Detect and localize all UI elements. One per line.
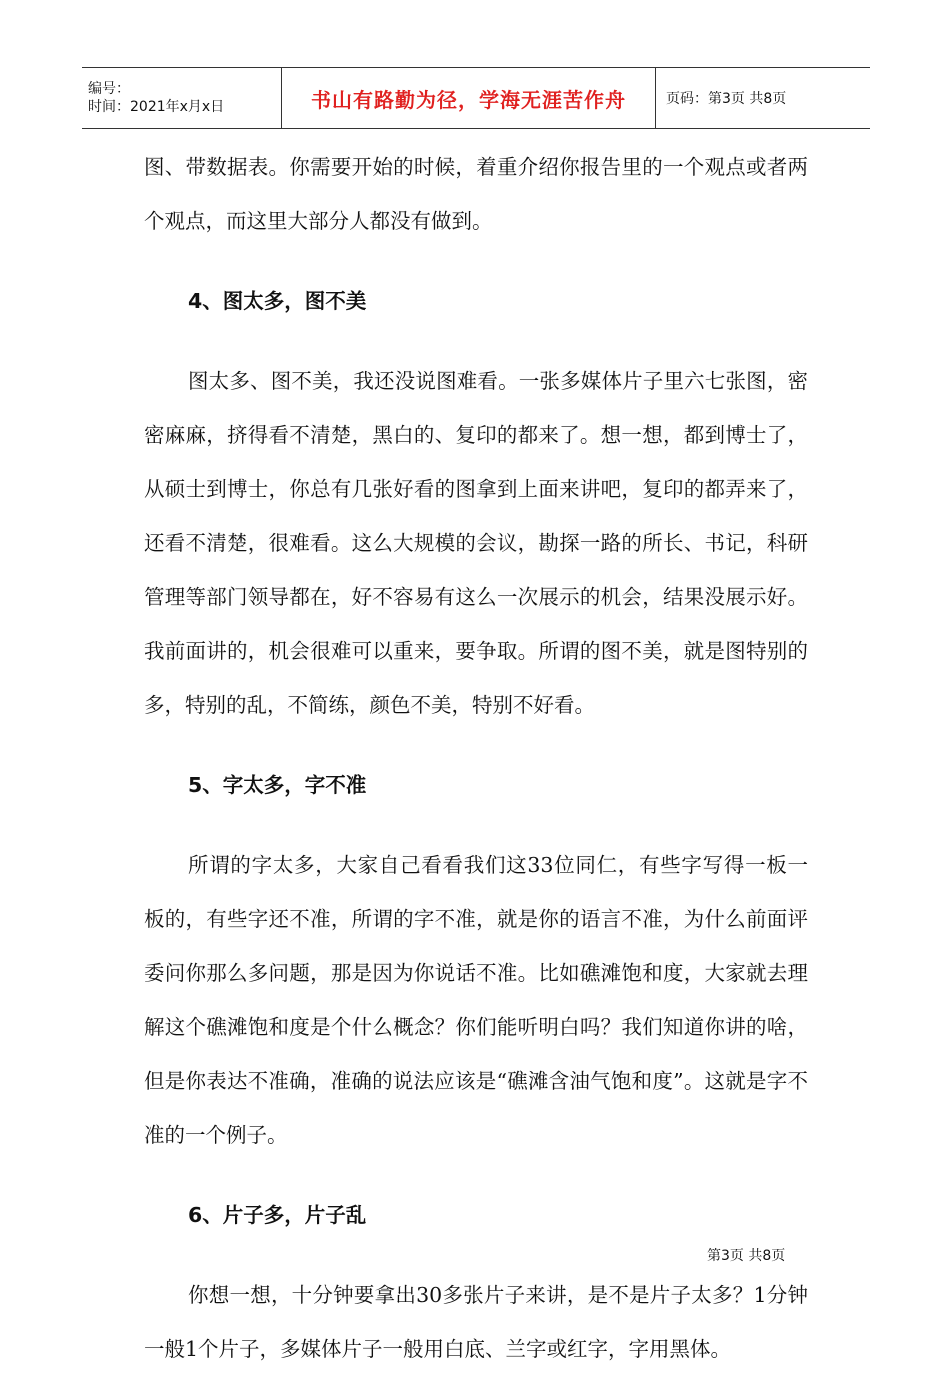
page-header xyxy=(82,67,870,129)
header-motto-cell xyxy=(282,68,656,128)
header-page-cell xyxy=(656,68,870,128)
section-heading-6: 6、片子多，片子乱 xyxy=(188,1203,367,1227)
paragraph-section-5: 所谓的字太多，大家自己看看我们这33位同仁，有些字写得一板一板的，有些字还不准，所谓的字不准，就是你的语言不准，为什么前面评委问你那么多问题，那是因为你说话不准。比如礁滩饱和度，大家就去理解这个礁滩饱和度是个什么概念？你们能听明白吗？我们知道你讲的啥，但是你表达不准确，准确的说法应该是“礁滩含油气饱和度”。这就是字不准的一个例子。 xyxy=(144,853,808,1147)
document-date: 时间：2021年x月x日 xyxy=(88,99,225,115)
page-footer: 第3页 共8页 xyxy=(707,1248,786,1264)
document-body xyxy=(144,140,808,1376)
header-motto: 书山有路勤为径，学海无涯苦作舟 xyxy=(311,87,626,112)
section-heading-5: 5、字太多，字不准 xyxy=(188,773,367,797)
section-heading-4: 4、图太多，图不美 xyxy=(188,289,367,313)
paragraph-section-6: 你想一想，十分钟要拿出30多张片子来讲，是不是片子太多？1分钟一般1个片子，多媒体片子一般用白底、兰字或红字，字用黑体。 xyxy=(144,1283,808,1361)
document-number-label: 编号： xyxy=(88,81,130,97)
paragraph-continued: 图、带数据表。你需要开始的时候，着重介绍你报告里的一个观点或者两个观点，而这里大部分人都没有做到。 xyxy=(144,155,808,233)
header-page-number: 页码：第3页 共8页 xyxy=(666,91,787,107)
paragraph-section-4: 图太多、图不美，我还没说图难看。一张多媒体片子里六七张图，密密麻麻，挤得看不清楚，黑白的、复印的都来了。想一想，都到博士了，从硕士到博士，你总有几张好看的图拿到上面来讲吧，复印的都弄来了，还看不清楚，很难看。这么大规模的会议，勘探一路的所长、书记，科研管理等部门领导都在，好不容易有这么一次展示的机会，结果没展示好。我前面讲的，机会很难可以重来，要争取。所谓的图不美，就是图特别的多，特别的乱，不简练，颜色不美，特别不好看。 xyxy=(144,369,808,717)
header-meta xyxy=(82,68,282,128)
